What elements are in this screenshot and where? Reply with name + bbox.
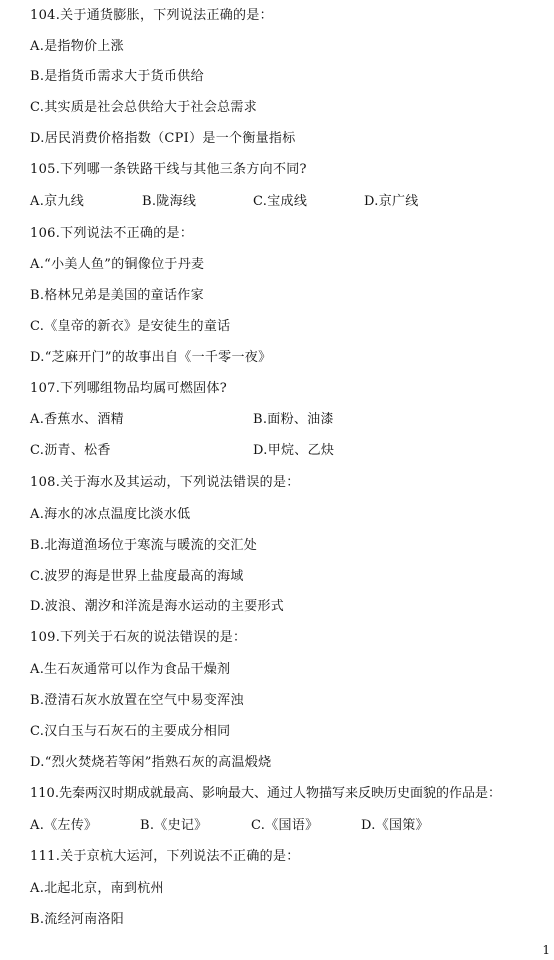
question-104-option-d: D.居民消费价格指数（CPI）是一个衡量指标 (30, 131, 296, 146)
question-107-option-c: C.沥青、松香 (30, 443, 111, 458)
question-110-option-c: C.《国语》 (251, 818, 319, 833)
question-105-option-d: D.京广线 (364, 194, 419, 209)
question-109-option-d: D.“烈火焚烧若等闲”指熟石灰的高温煅烧 (30, 755, 272, 770)
question-105-option-a: A.京九线 (30, 194, 85, 209)
page-number: 1 (542, 943, 550, 957)
question-108-option-c: C.波罗的海是世界上盐度最高的海域 (30, 569, 244, 584)
question-109-option-b: B.澄清石灰水放置在空气中易变浑浊 (30, 693, 244, 708)
question-110-option-a: A.《左传》 (30, 818, 98, 833)
question-111-option-a: A.北起北京，南到杭州 (30, 881, 164, 896)
question-105-option-b: B.陇海线 (142, 194, 197, 209)
question-105-stem: 105.下列哪一条铁路干线与其他三条方向不同? (30, 162, 307, 177)
question-111-stem: 111.关于京杭大运河，下列说法不正确的是： (30, 849, 300, 864)
question-110-stem: 110.先秦两汉时期成就最高、影响最大、通过人物描写来反映历史面貌的作品是： (30, 786, 501, 801)
question-104-option-b: B.是指货币需求大于货币供给 (30, 69, 204, 84)
question-108-option-d: D.波浪、潮汐和洋流是海水运动的主要形式 (30, 599, 285, 614)
question-109-option-c: C.汉白玉与石灰石的主要成分相同 (30, 724, 231, 739)
question-108-option-a: A.海水的冰点温度比淡水低 (30, 507, 191, 522)
question-106-option-c: C.《皇帝的新衣》是安徒生的童话 (30, 319, 231, 334)
question-105-option-c: C.宝成线 (253, 194, 308, 209)
question-110-option-b: B.《史记》 (140, 818, 208, 833)
question-111-option-b: B.流经河南洛阳 (30, 912, 125, 927)
question-107-option-d: D.甲烷、乙炔 (253, 443, 335, 458)
question-110-option-d: D.《国策》 (361, 818, 429, 833)
question-104-stem: 104.关于通货膨胀，下列说法正确的是： (30, 8, 273, 23)
question-109-stem: 109.下列关于石灰的说法错误的是： (30, 630, 247, 645)
question-107-stem: 107.下列哪组物品均属可燃固体? (30, 381, 228, 396)
question-106-option-b: B.格林兄弟是美国的童话作家 (30, 288, 204, 303)
question-106-option-a: A.“小美人鱼”的铜像位于丹麦 (30, 257, 205, 272)
question-108-option-b: B.北海道渔场位于寒流与暖流的交汇处 (30, 538, 258, 553)
question-107-option-b: B.面粉、油漆 (253, 412, 334, 427)
question-109-option-a: A.生石灰通常可以作为食品干燥剂 (30, 662, 231, 677)
question-104-option-c: C.其实质是社会总供给大于社会总需求 (30, 100, 258, 115)
question-106-option-d: D.“芝麻开门”的故事出自《一千零一夜》 (30, 350, 272, 365)
question-104-option-a: A.是指物价上涨 (30, 39, 124, 54)
question-108-stem: 108.关于海水及其运动，下列说法错误的是： (30, 475, 300, 490)
question-106-stem: 106.下列说法不正确的是： (30, 226, 194, 241)
question-107-option-a: A.香蕉水、酒精 (30, 412, 124, 427)
